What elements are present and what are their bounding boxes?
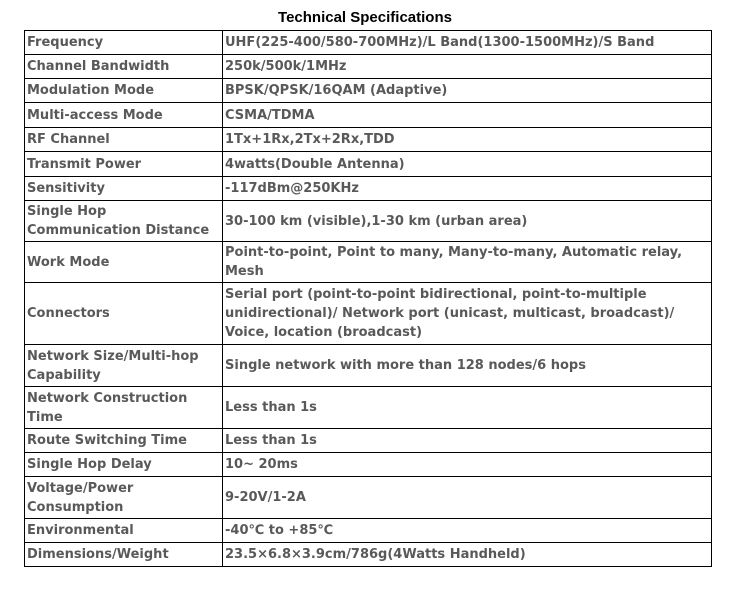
row-value: 4watts(Double Antenna) (223, 152, 712, 177)
table-row (25, 283, 712, 345)
row-label: Sensitivity (25, 177, 223, 201)
table-row (25, 429, 712, 453)
table-title: Technical Specifications (278, 9, 452, 26)
table-row (25, 201, 712, 242)
row-value: 10~ 20ms (223, 453, 712, 477)
row-value: Less than 1s (223, 387, 712, 429)
row-label: Voltage/Power Consumption (25, 477, 223, 519)
row-value: CSMA/TDMA (223, 103, 712, 128)
row-label: Network Size/Multi-hop Capability (25, 345, 223, 387)
table-row (25, 242, 712, 283)
row-value: 30-100 km (visible),1-30 km (urban area) (223, 201, 712, 242)
row-value: 9-20V/1-2A (223, 477, 712, 519)
row-label: Network Construction Time (25, 387, 223, 429)
row-label: Transmit Power (25, 152, 223, 177)
table-row (25, 31, 712, 55)
row-label: Channel Bandwidth (25, 55, 223, 79)
row-label: Dimensions/Weight (25, 543, 223, 567)
row-value: Point-to-point, Point to many, Many-to-many, Automatic relay, Mesh (223, 242, 712, 283)
table-row (25, 103, 712, 128)
table-row (25, 55, 712, 79)
row-value: 23.5×6.8×3.9cm/786g(4Watts Handheld) (223, 543, 712, 567)
row-label: Frequency (25, 31, 223, 55)
row-value: Serial port (point-to-point bidirectional, point-to-multiple unidirectional)/ Network port (unicast, multicast, broadcast)/ Voice, location (broadcast) (223, 283, 712, 345)
row-label: Environmental (25, 519, 223, 543)
row-value: 250k/500k/1MHz (223, 55, 712, 79)
row-label: Modulation Mode (25, 79, 223, 103)
row-value: 1Tx+1Rx,2Tx+2Rx,TDD (223, 128, 712, 152)
table-row (25, 128, 712, 152)
row-label: Work Mode (25, 242, 223, 283)
spec-table (24, 30, 712, 567)
row-value: UHF(225-400/580-700MHz)/L Band(1300-1500MHz)/S Band (223, 31, 712, 55)
row-value: -40℃ to +85℃ (223, 519, 712, 543)
table-row (25, 177, 712, 201)
row-value: Single network with more than 128 nodes/6 hops (223, 345, 712, 387)
table-row (25, 453, 712, 477)
row-value: Less than 1s (223, 429, 712, 453)
row-value: -117dBm@250KHz (223, 177, 712, 201)
table-row (25, 79, 712, 103)
table-row (25, 152, 712, 177)
row-label: Single Hop Communication Distance (25, 201, 223, 242)
row-label: Multi-access Mode (25, 103, 223, 128)
table-row (25, 519, 712, 543)
table-row (25, 345, 712, 387)
row-label: Single Hop Delay (25, 453, 223, 477)
table-row (25, 543, 712, 567)
table-row (25, 477, 712, 519)
row-label: Route Switching Time (25, 429, 223, 453)
table-row (25, 387, 712, 429)
row-label: Connectors (25, 283, 223, 345)
row-label: RF Channel (25, 128, 223, 152)
row-value: BPSK/QPSK/16QAM (Adaptive) (223, 79, 712, 103)
